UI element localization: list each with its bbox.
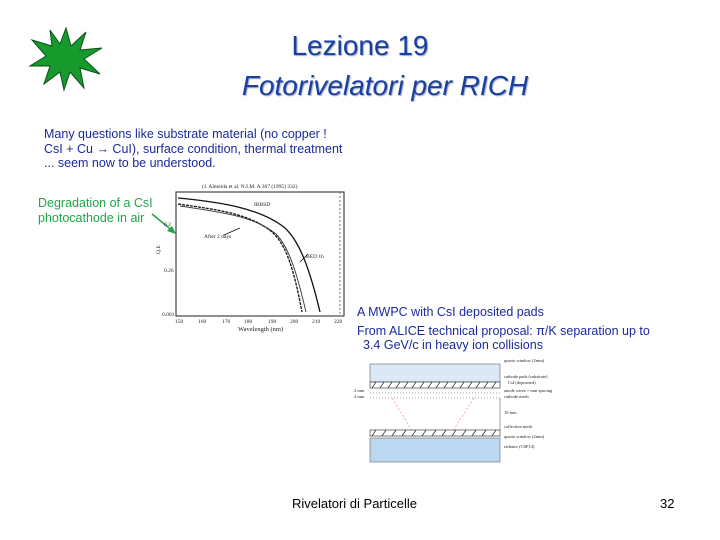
note-top-line1: Many questions like substrate material (no copper ! [44, 127, 327, 141]
page-number: 32 [660, 496, 675, 511]
mwpc-diagram [352, 358, 552, 466]
plot-xtick-3: 180 [244, 319, 253, 325]
mwpc-label-1: cathode pads (substrate) [504, 374, 548, 379]
note-mwpc-line2-pre: From ALICE technical proposal: [357, 323, 537, 338]
mwpc-label-5: 10 mm [504, 410, 517, 415]
mwpc-label-0: quartz window (2mm) [504, 358, 545, 363]
note-degradation-line2: photocathode in air [38, 210, 145, 225]
note-degradation-line1: Degradation of a CsI [38, 196, 153, 210]
mwpc-label-4: cathode mesh [504, 394, 529, 399]
plot-xlabel: Wavelength (nm) [238, 326, 284, 333]
plot-xtick-4: 190 [268, 319, 277, 325]
plot-xtick-7: 220 [334, 319, 343, 325]
note-mwpc-line2 [357, 324, 650, 339]
mwpc-label-8: radiator (C6F14) [504, 444, 535, 449]
plot-ytick-1: 0.26 [164, 268, 174, 274]
plot-ylabel: Q.E [156, 245, 162, 254]
mwpc-label-3: anode wires + mm spacing [504, 388, 552, 393]
note-mwpc [357, 305, 650, 353]
note-mwpc-pi-symbol: π [536, 323, 545, 338]
mwpc-label-7: quartz window (2mm) [504, 434, 545, 439]
note-top-line3: ... seem now to be understood. [44, 156, 216, 170]
mwpc-left-label-0: 2 mm [354, 388, 365, 393]
note-top [44, 127, 342, 171]
plot-xtick-1: 160 [198, 319, 207, 325]
note-mwpc-line3: 3.4 GeV/c in heavy ion collisions [363, 338, 543, 352]
plot-label-ibbsd: IBBSD [254, 202, 271, 208]
note-mwpc-line1: A MWPC with CsI deposited pads [357, 305, 544, 319]
plot-ytick-0: 0.2 [164, 222, 171, 228]
plot-citation: (J. Almeida et al. N.I.M. A 367 (1995) 332) [202, 184, 298, 190]
plot-xtick-2: 170 [222, 319, 231, 325]
plot-xtick-5: 200 [290, 319, 299, 325]
plot-ytick-2: 0.001 [162, 312, 175, 318]
note-degradation [38, 196, 153, 225]
plot-label-bed: BED 1h [306, 254, 324, 260]
footer-course: Rivelatori di Particelle [292, 496, 417, 511]
plot-xtick-0: 150 [175, 319, 184, 325]
slide-title-line2: Fotorivelatori per RICH [241, 70, 529, 101]
slide-title-line1: Lezione 19 [291, 30, 429, 61]
plot-label-after-2-days: After 2 days [204, 234, 232, 240]
plot-xtick-6: 210 [312, 319, 321, 325]
mwpc-label-6: collection mesh [504, 424, 533, 429]
mwpc-left-label-1: 2 mm [354, 394, 365, 399]
note-top-line2: CsI + Cu → CuI), surface condition, thermal treatment [44, 141, 343, 156]
qe-plot [150, 180, 350, 335]
mwpc-label-2: CsI (deposited) [508, 380, 536, 385]
note-mwpc-line2-post: /K separation up to [544, 323, 650, 338]
